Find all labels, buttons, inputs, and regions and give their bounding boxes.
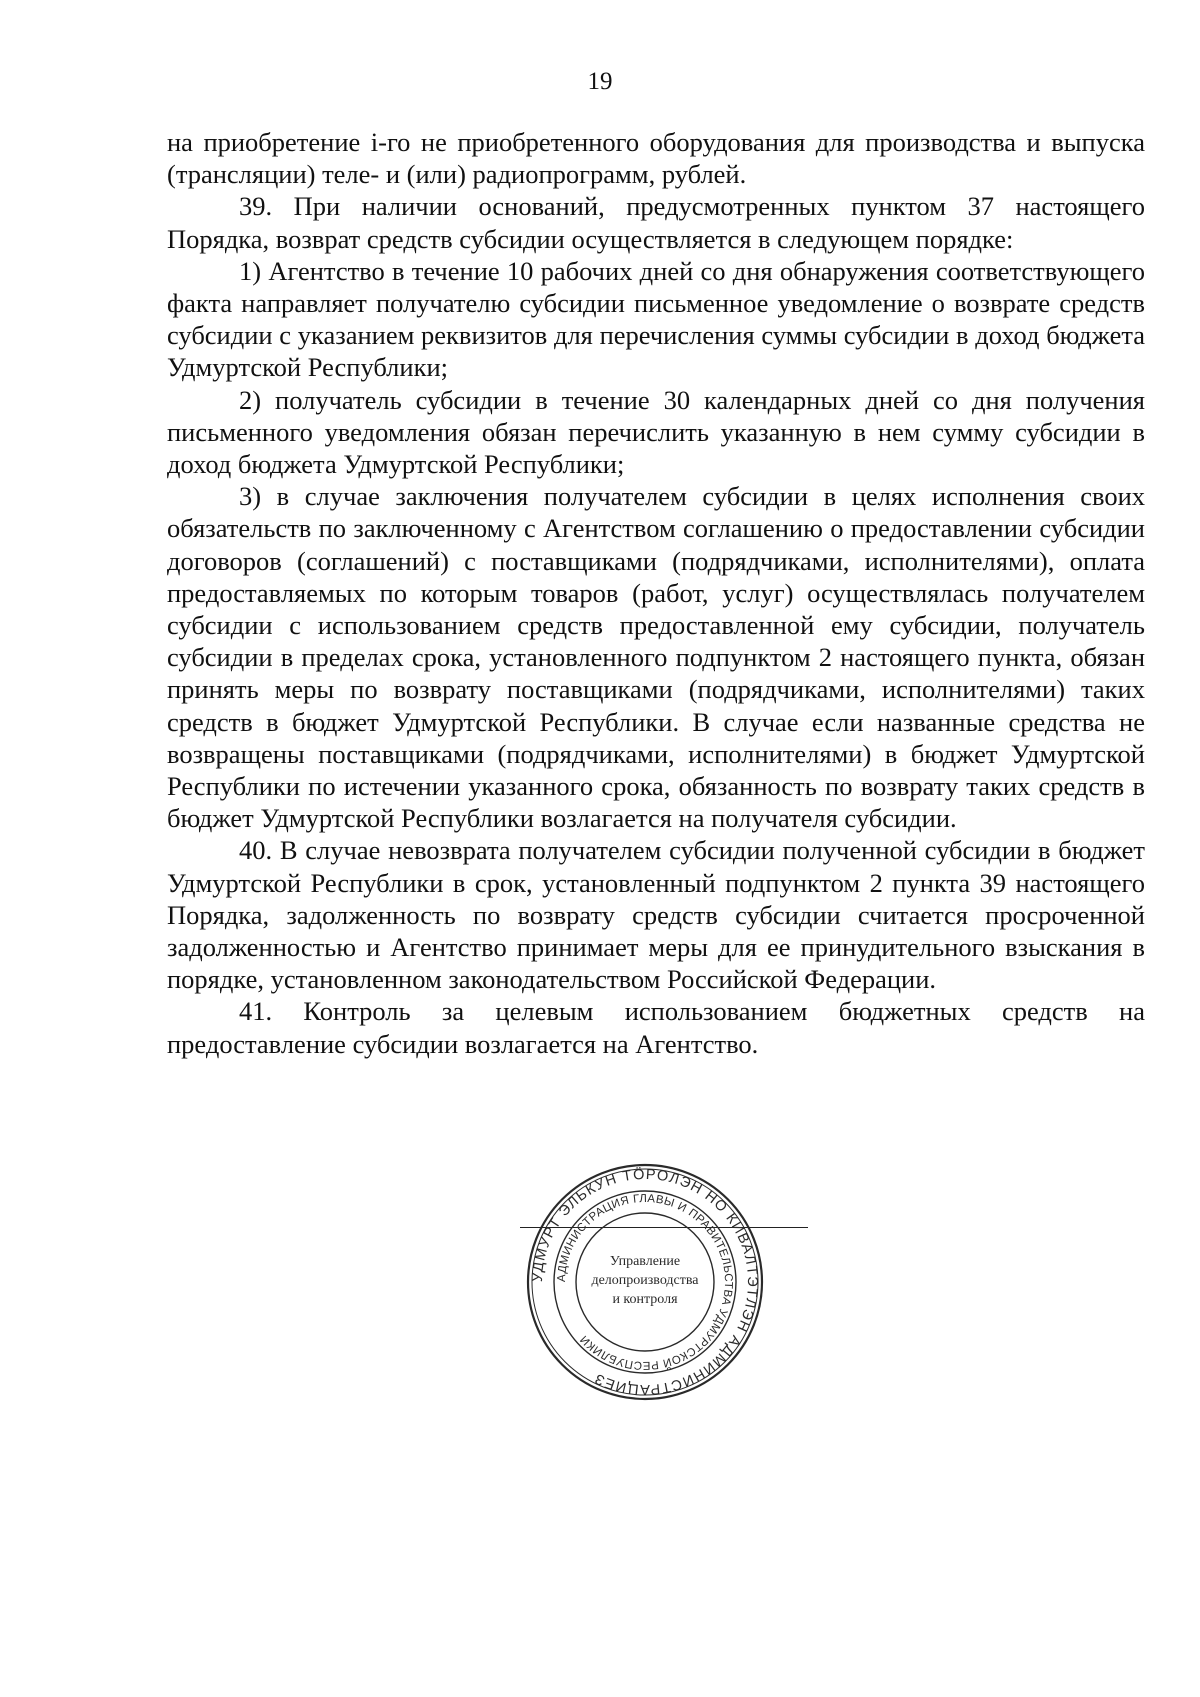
paragraph-39-1: 1) Агентство в течение 10 рабочих дней со дня обнаружения соответствующего факта направляет получателю субсидии письменное уведомление о возврате средств субсидии с указанием реквизитов для перечисления суммы субсидии в доход бюджета Удмуртской Республики; [167,255,1145,383]
seal-center-line-3: и контроля [612,1292,678,1307]
paragraph-39-2: 2) получатель субсидии в течение 30 календарных дней со дня получения письменного уведомления обязан перечислить указанную в нем сумму субсидии в доход бюджета Удмуртской Республики; [167,384,1145,480]
paragraph-continuation: на приобретение i-го не приобретенного оборудования для производства и выпуска (трансляции) теле- и (или) радиопрограмм, рублей. [167,127,1145,190]
paragraph-40: 40. В случае невозврата получателем субсидии полученной субсидии в бюджет Удмуртской Республики в срок, установленный подпунктом 2 пункта 39 настоящего Порядка, задолженность по возврату средств субсидии считается просроченной задолженностью и Агентство принимает меры для ее принудительного взыскания в порядке, установленном законодательством Российской Федерации. [167,835,1145,995]
document-body [167,126,1145,1060]
seal-center-line-1: Управление [609,1254,681,1269]
paragraph-39: 39. При наличии оснований, предусмотренных пунктом 37 настоящего Порядка, возврат средств субсидии осуществляется в следующем порядке: [167,191,1145,254]
paragraph-39-3: 3) в случае заключения получателем субсидии в целях исполнения своих обязательств по заключенному с Агентством соглашению о предоставлении субсидии договоров (соглашений) с поставщиками (подрядчиками, исполнителями), оплата предоставляемых по которым товаров (работ, услуг) осуществлялась получателем субсидии с использованием средств предоставленной ему субсидии, получатель субсидии в пределах срока, установленного подпунктом 2 настоящего пункта, обязан принять меры по возврату поставщиками (подрядчиками, исполнителями) таких средств в бюджет Удмуртской Республики. В случае если названные средства не возвращены поставщиками (подрядчиками, исполнителями) в бюджет Удмуртской Республики по истечении указанного срока, обязанность по возврату таких средств в бюджет Удмуртской Республики возлагается на получателя субсидии. [167,481,1145,834]
paragraph-41: 41. Контроль за целевым использованием бюджетных средств на предоставление субсидии возлагается на Агентство. [167,996,1145,1059]
official-seal [525,1162,765,1402]
seal-inner-text: АДМИНИСТРАЦИЯ ГЛАВЫ И ПРАВИТЕЛЬСТВА УДМУРТСКОЙ РЕСПУБЛИКИ [555,1192,735,1372]
seal-outer-text: УДМУРТ ЭЛЬКУН ТӦРОЛЭН НО КИВАЛТЭТЛЭН АДМИНИСТРАЦИЕЗ [529,1166,761,1398]
seal-center-line-2: делопроизводства [591,1273,699,1288]
page-number: 19 [587,68,613,95]
